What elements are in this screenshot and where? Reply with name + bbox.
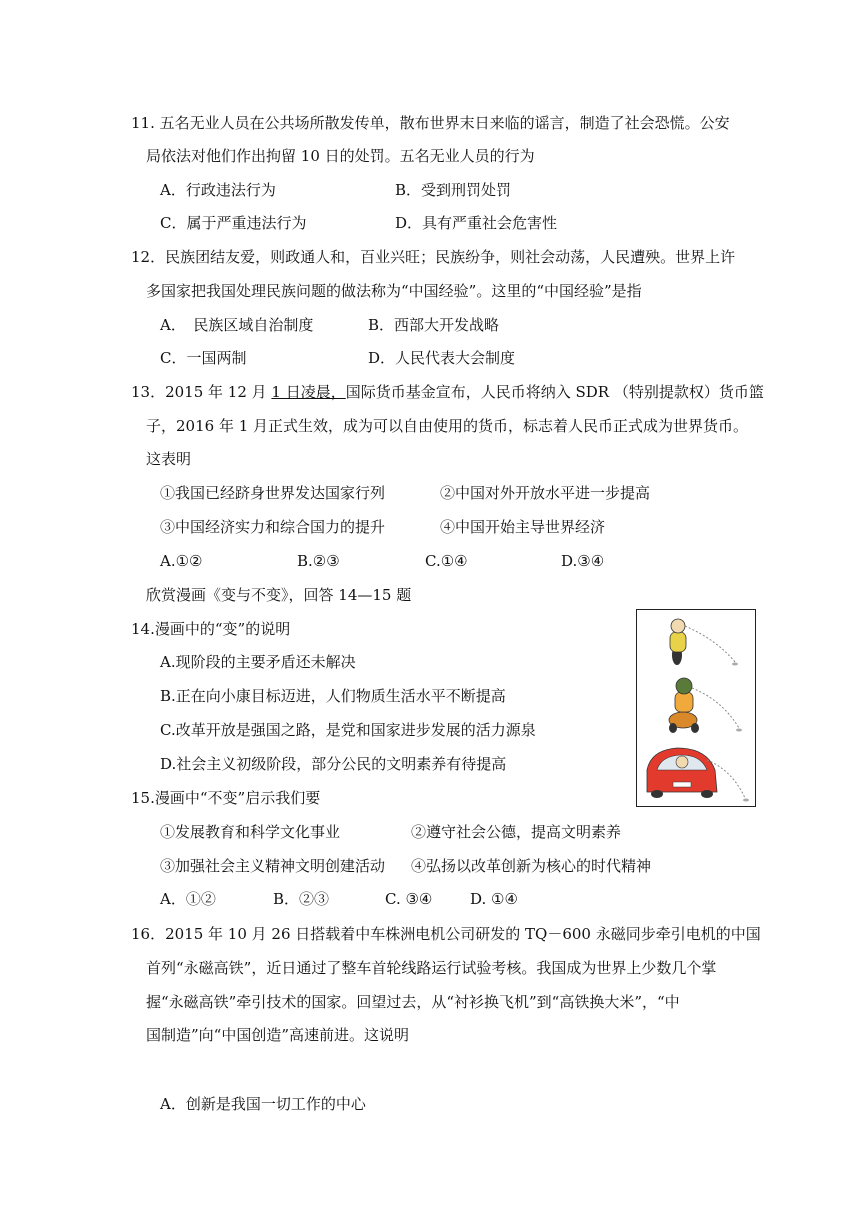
motorbike-rider-icon	[669, 678, 742, 733]
q16-stem-line3: 握“永磁高铁”牵引技术的国家。回望过去，从“衬衫换飞机”到“高铁换大米”，“中	[146, 993, 680, 1011]
q16-option-a: A．创新是我国一切工作的中心	[160, 1095, 366, 1113]
q15-statement-3: ③加强社会主义精神文明创建活动	[160, 857, 386, 875]
q12-option-a: A． 民族区域自治制度	[160, 316, 314, 334]
q11-stem-line1: 11. 五名无业人员在公共场所散发传单，散布世界末日来临的谣言，制造了社会恐慌。公安	[131, 114, 730, 132]
q12-option-c: C．一国两制	[160, 349, 247, 367]
q13-statement-4: ④中国开始主导世界经济	[440, 518, 606, 536]
q13-statement-3: ③中国经济实力和综合国力的提升	[160, 518, 386, 536]
q15-stem: 15.漫画中“不变”启示我们要	[131, 789, 321, 807]
q14-option-b: B.正在向小康目标迈进，人们物质生活水平不断提高	[160, 687, 506, 705]
q15-option-d: D. ①④	[470, 890, 518, 908]
q15-statement-4: ④弘扬以改革创新为核心的时代精神	[411, 857, 652, 875]
q13-statement-1: ①我国已经跻身世界发达国家行列	[160, 484, 386, 502]
cartoon-drawing	[637, 610, 755, 806]
q13-stem-underlined: 1 日凌晨，	[271, 383, 346, 401]
q13-option-b: B.②③	[297, 552, 340, 570]
q11-option-b: B．受到刑罚处罚	[395, 181, 512, 199]
q12-option-d: D．人民代表大会制度	[368, 349, 516, 367]
q11-option-d: D．具有严重社会危害性	[395, 214, 558, 232]
q14-option-c: C.改革开放是强国之路，是党和国家进步发展的活力源泉	[160, 721, 536, 739]
q15-option-a: A．①②	[160, 890, 216, 908]
q15-option-c: C. ③④	[385, 890, 433, 908]
cartoon-intro: 欣赏漫画《变与不变》，回答 14—15 题	[146, 586, 412, 604]
cartoon-image	[636, 609, 756, 807]
q16-stem-line4: 国制造”向“中国创造”高速前进。这说明	[146, 1026, 410, 1044]
q13-option-a: A.①②	[160, 552, 203, 570]
q15-statement-2: ②遵守社会公德，提高文明素养	[411, 823, 622, 841]
q13-stem-line1	[131, 382, 764, 402]
q13-statement-2: ②中国对外开放水平进一步提高	[440, 484, 651, 502]
q11-option-a: A．行政违法行为	[160, 181, 276, 199]
q11-option-c: C．属于严重违法行为	[160, 214, 307, 232]
q13-option-d: D.③④	[561, 552, 605, 570]
q16-stem-line2: 首列“永磁高铁”，近日通过了整车首轮线路运行试验考核。我国成为世界上少数几个掌	[146, 959, 717, 977]
q14-stem: 14.漫画中的“变”的说明	[131, 620, 291, 638]
q13-stem-part-a: 13．2015 年 12 月	[131, 383, 272, 401]
bicycle-rider-icon	[670, 619, 738, 666]
q11-stem-line2: 局依法对他们作出拘留 10 日的处罚。五名无业人员的行为	[146, 147, 535, 165]
q12-stem-line1: 12．民族团结友爱，则政通人和，百业兴旺；民族纷争，则社会动荡，人民遭殃。世界上许	[131, 248, 736, 266]
q13-stem-line3: 这表明	[146, 450, 192, 468]
car-driver-icon	[647, 748, 749, 802]
q12-stem-line2: 多国家把我国处理民族问题的做法称为“中国经验”。这里的“中国经验”是指	[146, 282, 642, 300]
q15-option-b: B．②③	[273, 890, 330, 908]
q14-option-d: D.社会主义初级阶段，部分公民的文明素养有待提高	[160, 755, 507, 773]
q15-statement-1: ①发展教育和科学文化事业	[160, 823, 341, 841]
q13-option-c: C.①④	[425, 552, 468, 570]
q13-stem-part-b: 国际货币基金宣布，人民币将纳入 SDR （特别提款权）货币篮	[345, 383, 764, 401]
q16-stem-line1: 16．2015 年 10 月 26 日搭载着中车株洲电机公司研发的 TQ－600 永磁同步牵引电机的中国	[131, 925, 761, 943]
q12-option-b: B．西部大开发战略	[368, 316, 500, 334]
q14-option-a: A.现阶段的主要矛盾还未解决	[160, 653, 356, 671]
q13-stem-line2: 子，2016 年 1 月正式生效，成为可以自由使用的货币，标志着人民币正式成为世界货币。	[146, 417, 749, 435]
